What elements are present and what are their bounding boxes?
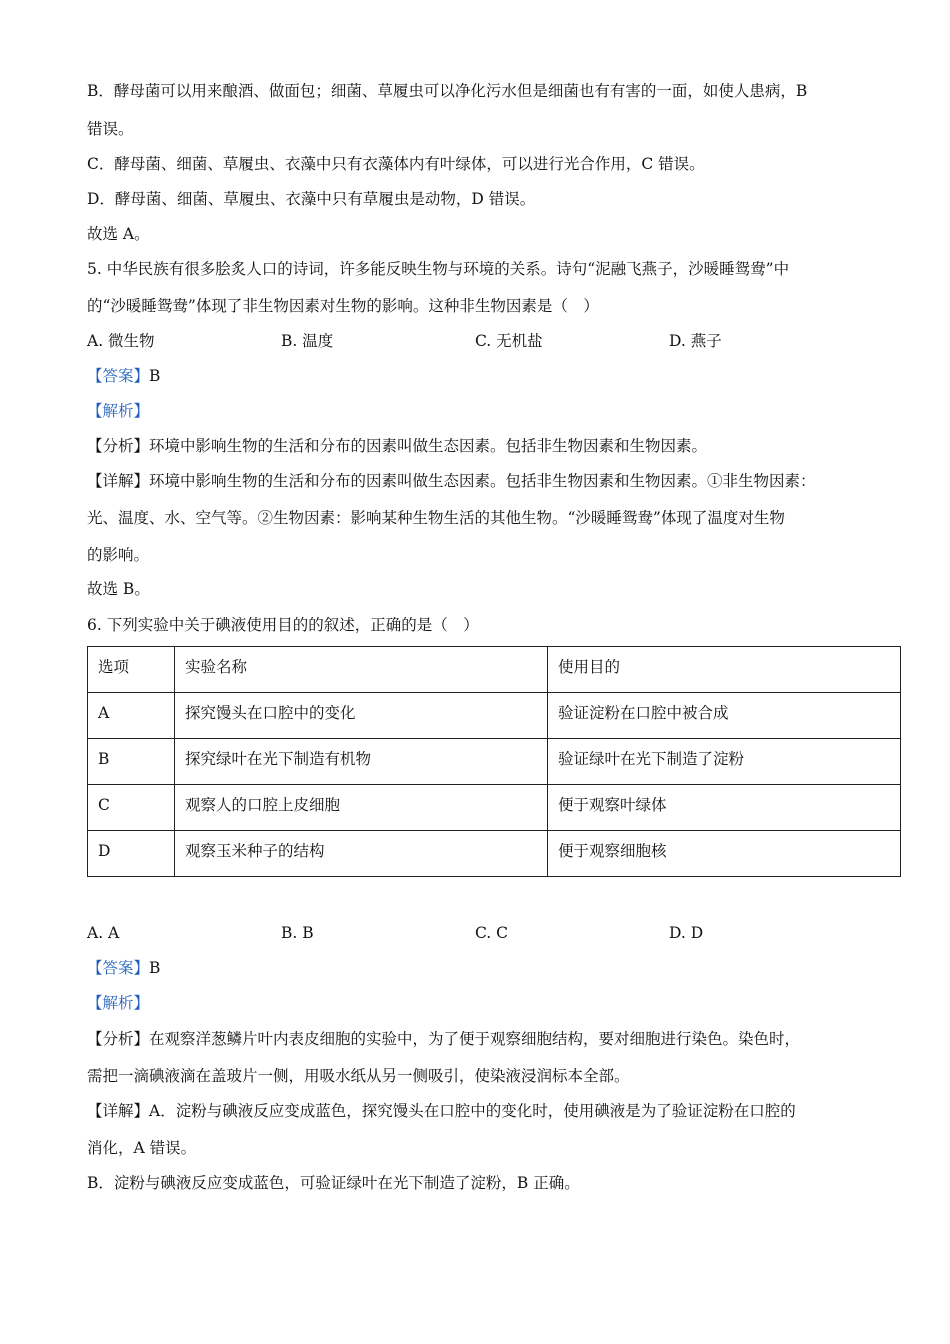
- q6-analysis-tag: 【解析】: [87, 994, 150, 1012]
- q6-table: [87, 646, 901, 877]
- table-cell: 观察玉米种子的结构: [175, 831, 548, 877]
- q5-analysis-tag: 【解析】: [87, 402, 150, 420]
- q5-answer-tag: 【答案】: [87, 367, 150, 385]
- q6-fenxi-text1: 在观察洋葱鳞片叶内表皮细胞的实验中，为了便于观察细胞结构，要对细胞进行染色。染色时，: [149, 1030, 801, 1048]
- table-header-row: [88, 647, 901, 693]
- q6-answer-value: B: [149, 959, 161, 977]
- q6-stem: 6. 下列实验中关于碘液使用目的的叙述，正确的是（ ）: [87, 616, 479, 634]
- prev-choice: 故选 A。: [87, 225, 150, 243]
- q6-fenxi-line2: 需把一滴碘液滴在盖玻片一侧，用吸水纸从另一侧吸引，使染液浸润标本全部。: [87, 1067, 630, 1085]
- q5-xiangjie-text1: 环境中影响生物的生活和分布的因素叫做生态因素。包括非生物因素和生物因素。①非生物因素：: [149, 472, 816, 490]
- q5-stem-line2: 的“沙暖睡鸳鸯”体现了非生物因素对生物的影响。这种非生物因素是（ ）: [87, 297, 599, 315]
- q5-fenxi-tag: 【分析】: [87, 437, 150, 455]
- table-cell: 便于观察叶绿体: [548, 785, 901, 831]
- q6-analysis-heading: [87, 992, 149, 1014]
- q5-xiangjie-line1: [87, 470, 816, 492]
- q6-xiangjie-line2: 消化，A 错误。: [87, 1139, 197, 1157]
- q5-fenxi: [87, 435, 707, 457]
- table-cell: 探究绿叶在光下制造有机物: [175, 739, 548, 785]
- table-header-cell: 使用目的: [548, 647, 901, 693]
- q5-xiangjie-tag: 【详解】: [87, 472, 150, 490]
- table-row: [88, 739, 901, 785]
- q5-stem-line1: 5. 中华民族有很多脍炙人口的诗词，许多能反映生物与环境的关系。诗句“泥融飞燕子，沙暖睡鸳鸯”中: [87, 260, 790, 278]
- table-header-cell: 选项: [88, 647, 175, 693]
- table-cell: 验证淀粉在口腔中被合成: [548, 693, 901, 739]
- prev-option-c: C．酵母菌、细菌、草履虫、衣藻中只有衣藻体内有叶绿体，可以进行光合作用，C 错误。: [87, 155, 705, 173]
- q6-fenxi-tag: 【分析】: [87, 1030, 150, 1048]
- q6-option-a: A. A: [87, 924, 120, 942]
- q5-option-c: C. 无机盐: [475, 332, 543, 350]
- q6-answer: [87, 957, 160, 979]
- q5-option-b: B. 温度: [281, 332, 334, 350]
- q6-option-b: B. B: [281, 924, 314, 942]
- q6-xiangjie-b: B．淀粉与碘液反应变成蓝色，可验证绿叶在光下制造了淀粉，B 正确。: [87, 1174, 580, 1192]
- q6-option-d: D. D: [669, 924, 704, 942]
- table-cell: C: [88, 785, 175, 831]
- table-cell: B: [88, 739, 175, 785]
- q6-xiangjie-a1: A．淀粉与碘液反应变成蓝色，探究馒头在口腔中的变化时，使用碘液是为了验证淀粉在口腔的: [149, 1102, 796, 1120]
- prev-option-b-line1: B．酵母菌可以用来酿酒、做面包；细菌、草履虫可以净化污水但是细菌也有有害的一面，如使人患病，B: [87, 82, 808, 100]
- table-cell: 探究馒头在口腔中的变化: [175, 693, 548, 739]
- q5-analysis-heading: [87, 400, 149, 422]
- table-cell: 观察人的口腔上皮细胞: [175, 785, 548, 831]
- table-cell: A: [88, 693, 175, 739]
- q5-xiangjie-line2: 光、温度、水、空气等。②生物因素：影响某种生物生活的其他生物。“沙暖睡鸳鸯”体现了温度对生物: [87, 509, 785, 527]
- table-cell: 验证绿叶在光下制造了淀粉: [548, 739, 901, 785]
- prev-option-b-line2: 错误。: [87, 120, 134, 138]
- q5-answer: [87, 365, 160, 387]
- q5-option-d: D. 燕子: [669, 332, 722, 350]
- prev-option-d: D．酵母菌、细菌、草履虫、衣藻中只有草履虫是动物，D 错误。: [87, 190, 536, 208]
- q6-answer-tag: 【答案】: [87, 959, 150, 977]
- q6-option-c: C. C: [475, 924, 509, 942]
- table-cell: 便于观察细胞核: [548, 831, 901, 877]
- q5-xiangjie-line3: 的影响。: [87, 546, 150, 564]
- q6-fenxi-line1: [87, 1028, 800, 1050]
- table-cell: D: [88, 831, 175, 877]
- q5-option-a: A. 微生物: [87, 332, 155, 350]
- q6-xiangjie-tag: 【详解】: [87, 1102, 150, 1120]
- q5-choice: 故选 B。: [87, 580, 150, 598]
- table-row: [88, 831, 901, 877]
- table-row: [88, 785, 901, 831]
- q5-fenxi-text: 环境中影响生物的生活和分布的因素叫做生态因素。包括非生物因素和生物因素。: [149, 437, 708, 455]
- q5-answer-value: B: [149, 367, 161, 385]
- table-header-cell: 实验名称: [175, 647, 548, 693]
- q6-xiangjie-line1: [87, 1100, 796, 1122]
- table-row: [88, 693, 901, 739]
